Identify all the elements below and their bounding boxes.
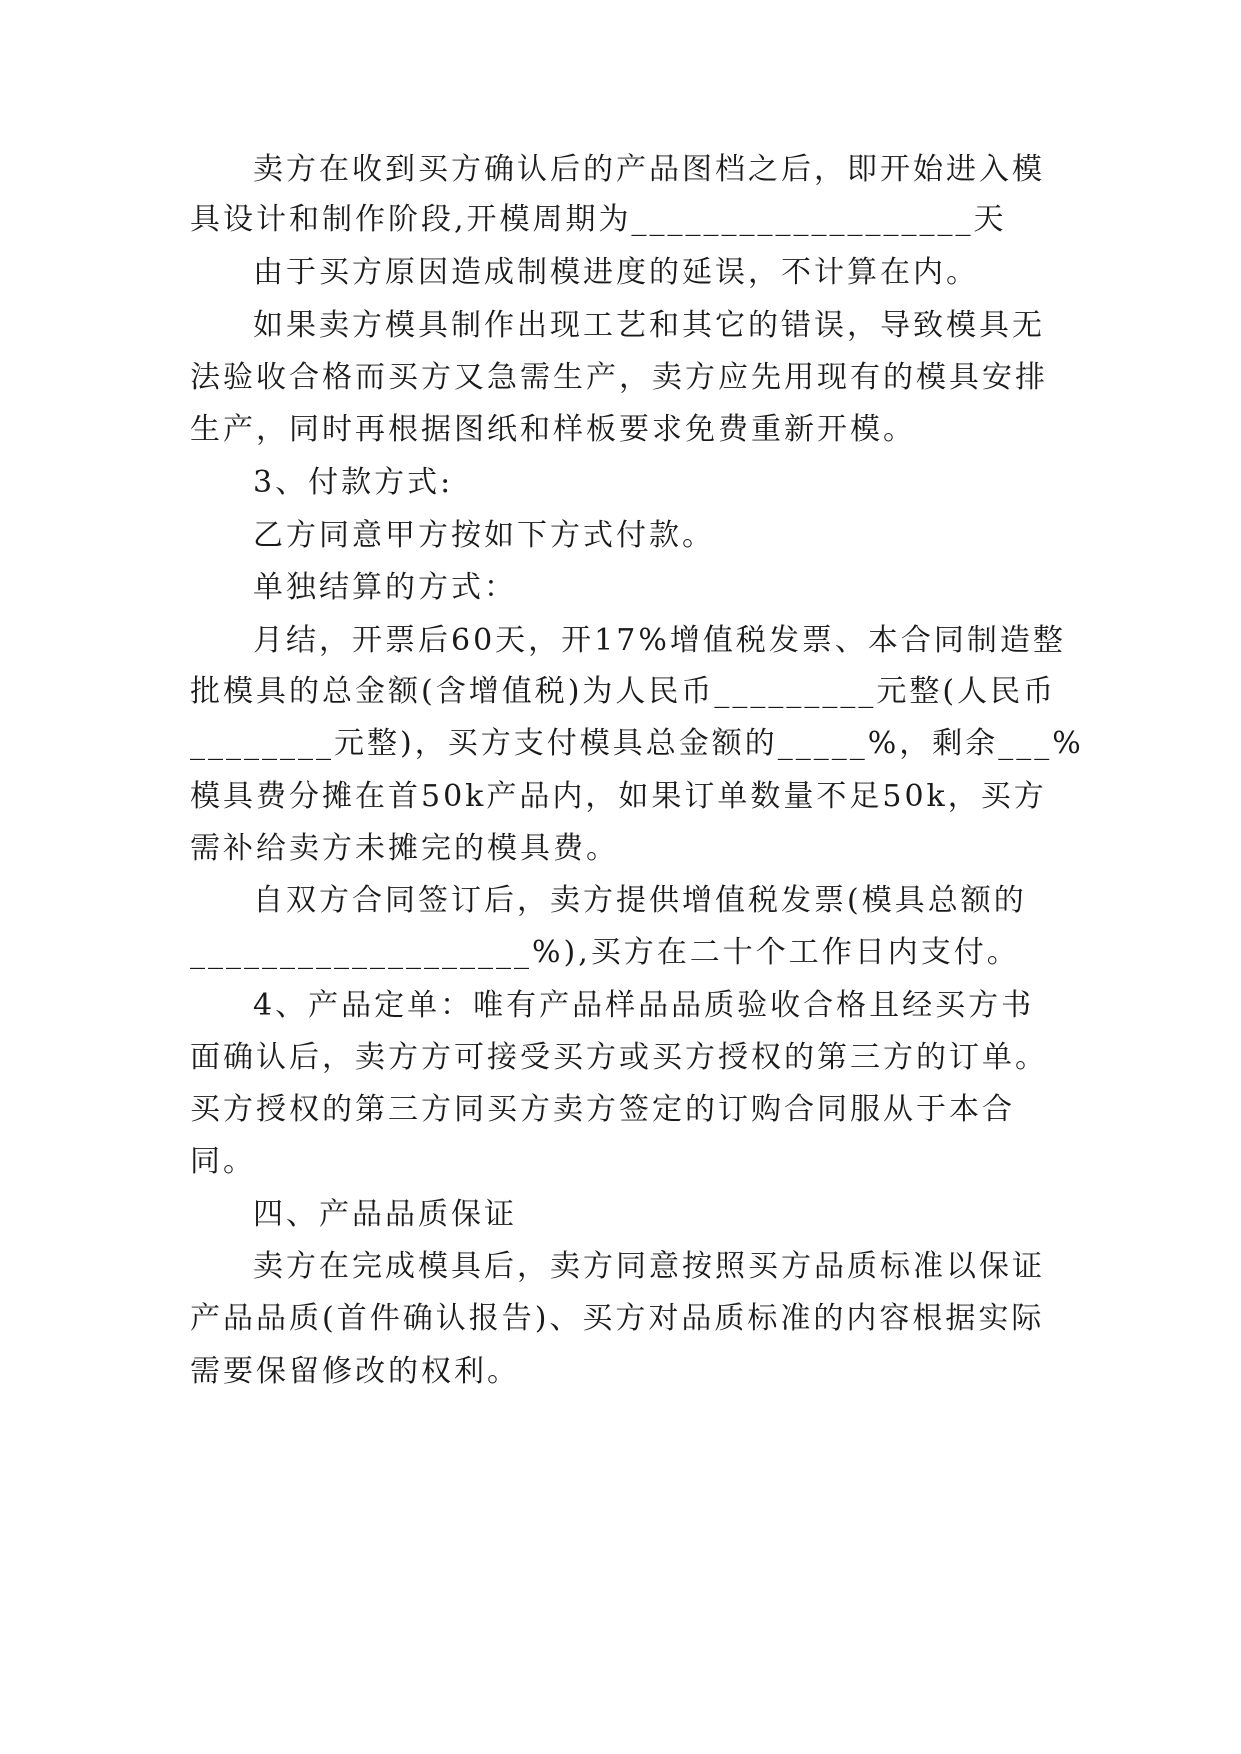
text-line: 同。 — [190, 1144, 256, 1179]
text-line: 批模具的总金额(含增值税)为人民币_________元整(人民币 — [190, 674, 1057, 709]
text-line: 面确认后，卖方方可接受买方或买方授权的第三方的订单。 — [190, 1040, 1048, 1075]
text-line: 卖方在完成模具后，卖方同意按照买方品质标准以保证 — [253, 1249, 1045, 1284]
text-line: ___________________%),买方在二十个工作日内支付。 — [190, 935, 1020, 970]
text-line: 乙方同意甲方按如下方式付款。 — [253, 518, 715, 553]
text-line: 四、产品品质保证 — [253, 1197, 517, 1232]
text-line: 自双方合同签订后，卖方提供增值税发票(模具总额的 — [253, 883, 1027, 918]
text-line: 卖方在收到买方确认后的产品图档之后，即开始进入模 — [253, 152, 1045, 187]
text-line: 具设计和制作阶段,开模周期为___________________天 — [190, 202, 1007, 237]
text-line: ________元整)，买方支付模具总金额的_____%，剩余___% — [190, 726, 1084, 761]
text-line: 需补给卖方未摊完的模具费。 — [190, 831, 619, 866]
text-line: 模具费分摊在首50k产品内，如果订单数量不足50k，买方 — [190, 779, 1047, 814]
text-line: 买方授权的第三方同买方卖方签定的订购合同服从于本合 — [190, 1092, 1015, 1127]
text-line: 单独结算的方式： — [253, 570, 517, 605]
text-line: 需要保留修改的权利。 — [190, 1354, 520, 1389]
text-line: 3、付款方式: — [253, 465, 454, 500]
text-line: 4、产品定单：唯有产品样品品质验收合格且经买方书 — [253, 988, 1035, 1023]
text-line: 法验收合格而买方又急需生产，卖方应先用现有的模具安排 — [190, 360, 1048, 395]
text-line: 月结，开票后60天，开17%增值税发票、本合同制造整 — [253, 623, 1066, 658]
text-line: 产品品质(首件确认报告)、买方对品质标准的内容根据实际 — [190, 1301, 1045, 1336]
text-line: 由于买方原因造成制模进度的延误，不计算在内。 — [253, 255, 979, 290]
text-line: 如果卖方模具制作出现工艺和其它的错误，导致模具无 — [253, 308, 1045, 343]
text-line: 生产，同时再根据图纸和样板要求免费重新开模。 — [190, 412, 916, 447]
